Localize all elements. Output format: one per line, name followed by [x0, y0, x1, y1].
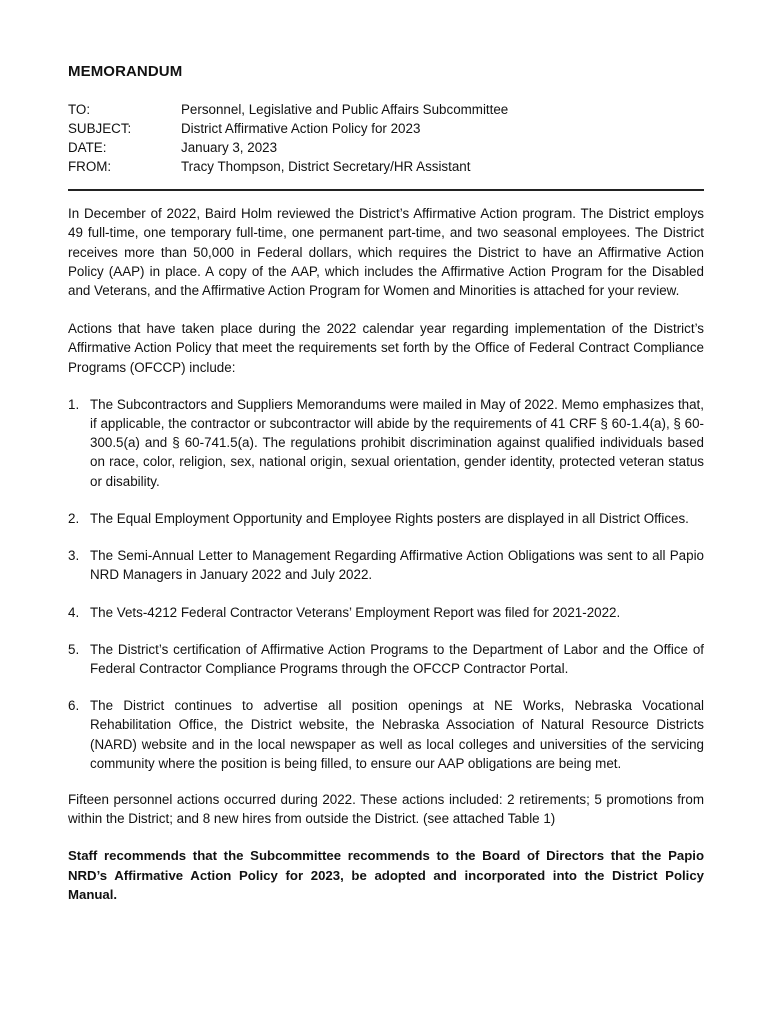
header-to-value: Personnel, Legislative and Public Affairs Subcommittee	[181, 102, 509, 118]
header-date-value: January 3, 2023	[181, 140, 278, 156]
memo-header	[68, 100, 704, 176]
actions-intro-paragraph: Actions that have taken place during the 2022 calendar year regarding implementation of the District’s Affirmative Action Policy that meet the requirements set forth by the Office of Federal Contract Compliance Programs (OFCCP) include:	[68, 321, 704, 375]
list-item-number: 2.	[68, 510, 80, 526]
list-item-text: The District’s certification of Affirmative Action Programs to the Department of Labor and the Office of Federal Contractor Compliance Programs through the OFCCP Contractor Portal.	[90, 641, 704, 676]
personnel-actions-paragraph: Fifteen personnel actions occurred during 2022. These actions included: 2 retirements; 5 promotions from within the District; and 8 new hires from outside the District. (see attached Table 1)	[68, 791, 704, 827]
list-item	[68, 696, 704, 773]
intro-paragraph: In December of 2022, Baird Holm reviewed the District’s Affirmative Action program. The District employs 49 full-time, one temporary full-time, one permanent part-time, and two seasonal employees. The District receives more than 50,000 in Federal dollars, which requires the District to have an Affirmative Action Policy (AAP) in place. A copy of the AAP, which includes the Affirmative Action Program for the Disabled and Veterans, and the Affirmative Action Program for Women and Minorities is attached for your review.	[68, 206, 704, 299]
header-subject-label: SUBJECT:	[68, 121, 132, 137]
header-divider	[68, 189, 704, 191]
list-item-number: 5.	[68, 641, 80, 657]
list-item	[68, 509, 704, 528]
list-item-number: 1.	[68, 396, 80, 412]
list-item-text: The Semi-Annual Letter to Management Regarding Affirmative Action Obligations was sent to all Papio NRD Managers in January 2022 and July 2022.	[90, 548, 704, 583]
header-date-label: DATE:	[68, 140, 107, 156]
actions-list	[68, 395, 704, 773]
list-item-number: 6.	[68, 698, 80, 714]
memo-page	[68, 62, 704, 904]
header-from-value: Tracy Thompson, District Secretary/HR Assistant	[181, 159, 471, 175]
list-item	[68, 603, 704, 622]
list-item	[68, 546, 704, 584]
list-item	[68, 395, 704, 491]
list-item-text: The District continues to advertise all position openings at NE Works, Nebraska Vocational Rehabilitation Office, the District website, the Nebraska Association of Natural Resource Districts (NARD) website and in the local newspaper as well as local colleges and universities of the servicing community where the position is being filled, to ensure our AAP obligations are being met.	[90, 698, 704, 771]
memo-title: MEMORANDUM	[68, 63, 183, 80]
header-subject-value: District Affirmative Action Policy for 2023	[181, 121, 421, 137]
list-item-text: The Vets-4212 Federal Contractor Veterans’ Employment Report was filed for 2021-2022.	[90, 604, 621, 620]
list-item-text: The Equal Employment Opportunity and Employee Rights posters are displayed in all District Offices.	[90, 510, 689, 526]
header-to-label: TO:	[68, 102, 91, 118]
header-from-label: FROM:	[68, 159, 112, 175]
list-item-text: The Subcontractors and Suppliers Memorandums were mailed in May of 2022. Memo emphasizes that, if applicable, the contractor or subcontractor will abide by the requirements of 41 CRF § 60-1.4(a), § 60-300.5(a) and § 60-741.5(a). The regulations prohibit discrimination against qualified individuals based on race, color, religion, sex, national origin, sexual orientation, gender identity, protected veteran status or disability.	[90, 396, 704, 489]
list-item	[68, 640, 704, 678]
list-item-number: 3.	[68, 548, 80, 564]
list-item-number: 4.	[68, 604, 80, 620]
staff-recommendation: Staff recommends that the Subcommittee recommends to the Board of Directors that the Papio NRD’s Affirmative Action Policy for 2023, be adopted and incorporated into the District Policy Manual.	[68, 848, 704, 902]
